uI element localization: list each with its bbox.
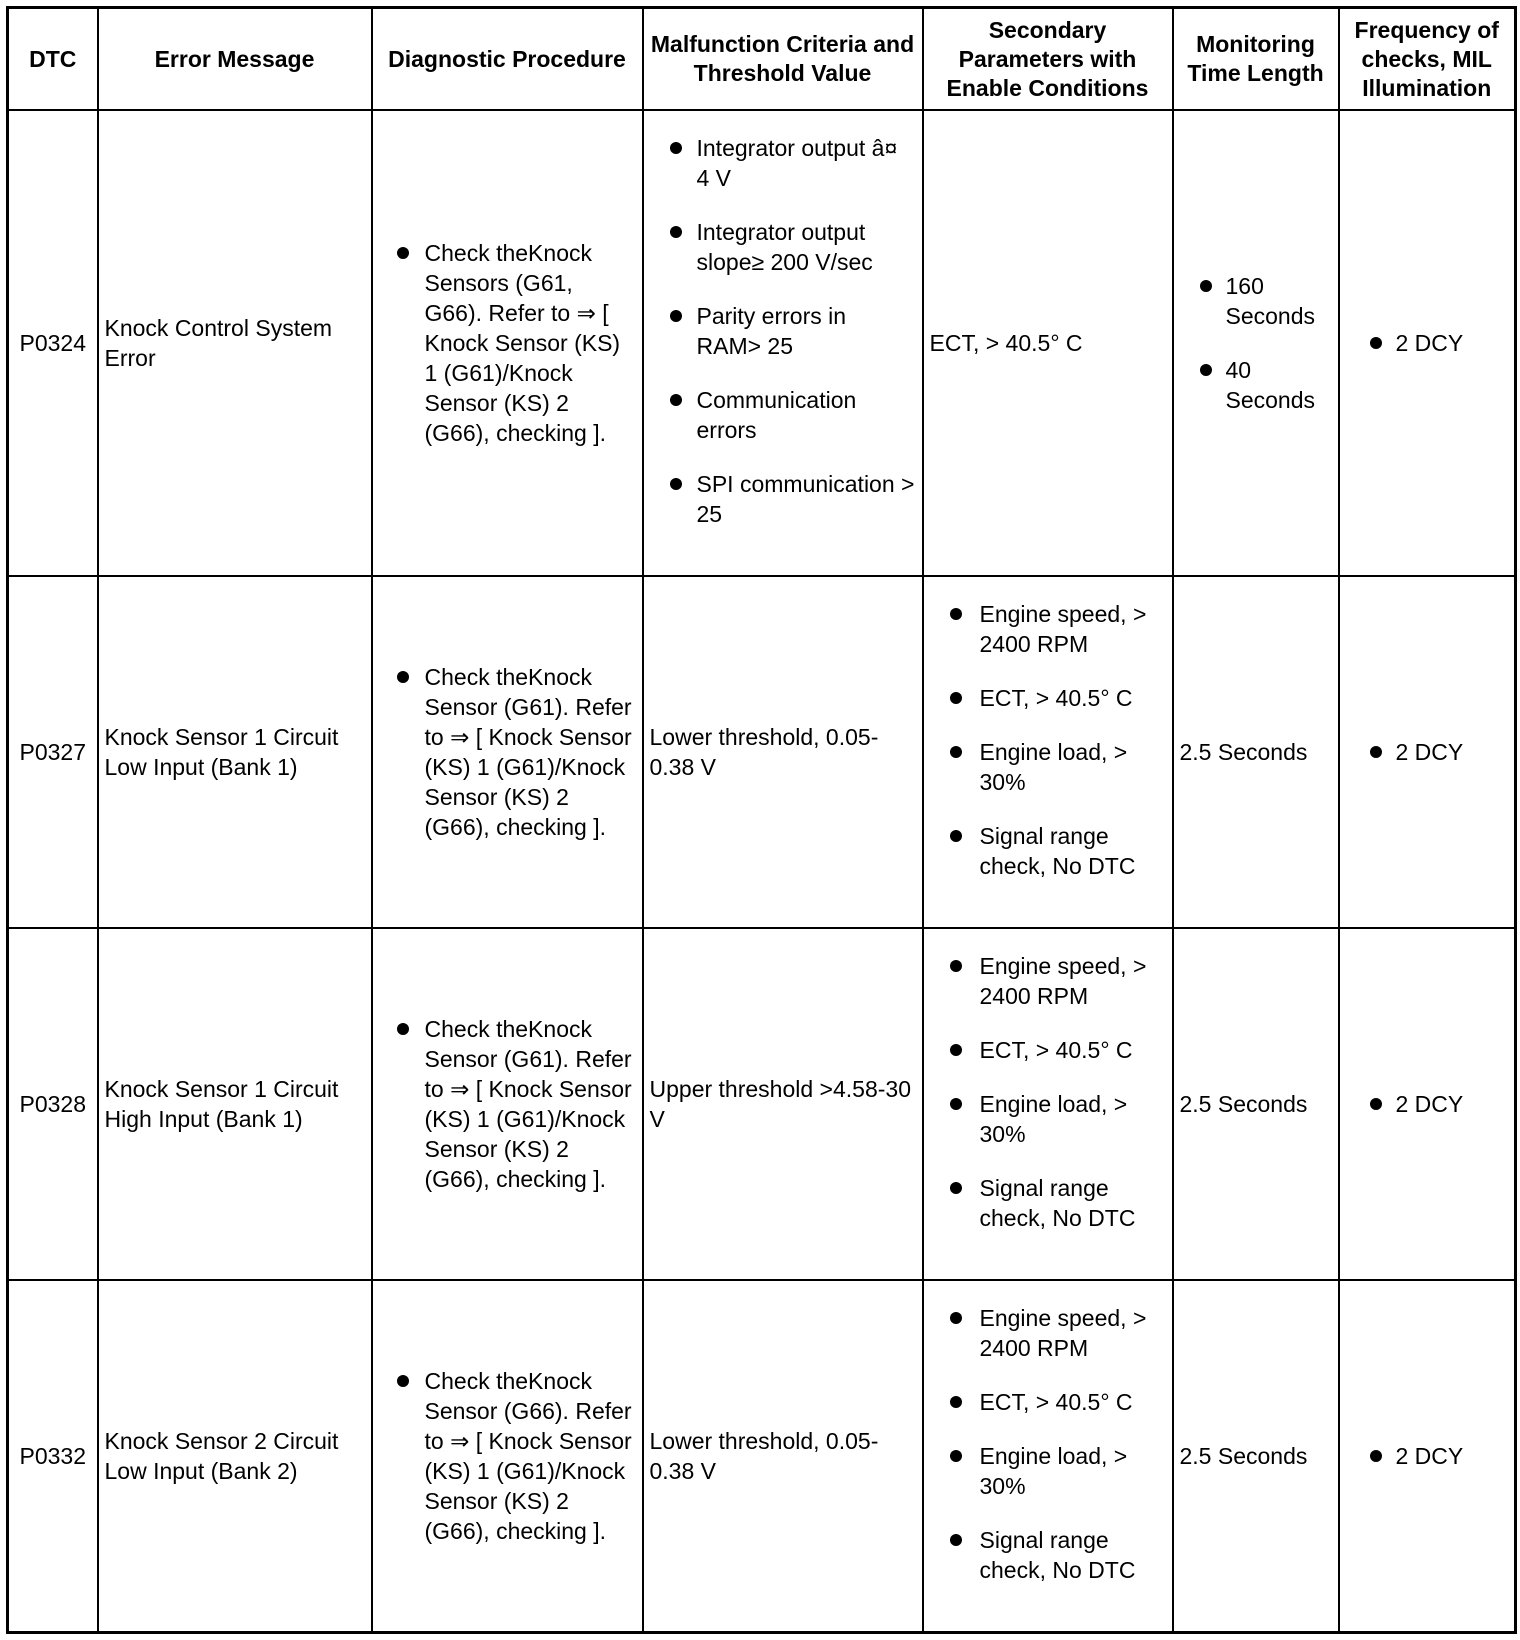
cell-diagnostic-procedure xyxy=(372,928,643,1280)
cell-error-message xyxy=(98,1280,372,1632)
cell-error-message-text: Knock Sensor 1 Circuit Low Input (Bank 1) xyxy=(104,724,339,781)
cell-error-message xyxy=(98,928,372,1280)
cell-monitoring-time xyxy=(1173,928,1339,1280)
cell-dtc xyxy=(8,1280,98,1632)
bullet-list xyxy=(379,238,636,448)
cell-monitoring-time xyxy=(1173,1280,1339,1632)
bullet-list xyxy=(930,1303,1166,1585)
bullet-item: 40 Seconds xyxy=(1180,355,1332,415)
bullet-list xyxy=(650,133,916,529)
bullet-item: 2 DCY xyxy=(1346,1089,1509,1119)
bullet-item: ECT, > 40.5° C xyxy=(930,1035,1166,1065)
cell-malfunction-criteria xyxy=(643,110,923,576)
cell-monitoring-time-text: 2.5 Seconds xyxy=(1179,1443,1308,1470)
table-row xyxy=(8,576,1516,928)
bullet-item: ECT, > 40.5° C xyxy=(930,683,1166,713)
bullet-item: Signal range check, No DTC xyxy=(930,821,1166,881)
bullet-item: Signal range check, No DTC xyxy=(930,1525,1166,1585)
bullet-item: 2 DCY xyxy=(1346,737,1509,767)
header-diagnostic-procedure: Diagnostic Procedure xyxy=(372,8,643,111)
bullet-list xyxy=(1180,271,1332,415)
cell-error-message xyxy=(98,576,372,928)
cell-malfunction-criteria xyxy=(643,928,923,1280)
bullet-list xyxy=(930,599,1166,881)
bullet-item: Engine speed, > 2400 RPM xyxy=(930,951,1166,1011)
cell-dtc xyxy=(8,928,98,1280)
bullet-list xyxy=(379,1014,636,1194)
cell-diagnostic-procedure xyxy=(372,1280,643,1632)
bullet-item: Integrator output slope≥ 200 V/sec xyxy=(650,217,916,277)
cell-error-message xyxy=(98,110,372,576)
cell-secondary-parameters xyxy=(923,1280,1173,1632)
cell-dtc-text: P0327 xyxy=(19,739,86,766)
bullet-item: Engine speed, > 2400 RPM xyxy=(930,599,1166,659)
cell-dtc xyxy=(8,576,98,928)
bullet-item: Engine load, > 30% xyxy=(930,1089,1166,1149)
bullet-list xyxy=(930,951,1166,1233)
cell-secondary-parameters xyxy=(923,110,1173,576)
cell-monitoring-time xyxy=(1173,576,1339,928)
bullet-item: Communication errors xyxy=(650,385,916,445)
cell-malfunction-criteria xyxy=(643,576,923,928)
cell-diagnostic-procedure xyxy=(372,576,643,928)
bullet-list xyxy=(1346,737,1509,767)
cell-frequency xyxy=(1339,110,1516,576)
cell-secondary-parameters xyxy=(923,928,1173,1280)
bullet-item: Engine speed, > 2400 RPM xyxy=(930,1303,1166,1363)
header-error-message: Error Message xyxy=(98,8,372,111)
cell-dtc-text: P0324 xyxy=(19,330,86,357)
cell-diagnostic-procedure xyxy=(372,110,643,576)
bullet-item: Check theKnock Sensor (G66). Refer to ⇒ [ Knock Sensor (KS) 1 (G61)/Knock Sensor (KS) 2 (G66), checking ]. xyxy=(379,1366,636,1546)
cell-dtc xyxy=(8,110,98,576)
table-body xyxy=(8,110,1516,1633)
bullet-list xyxy=(1346,1089,1509,1119)
bullet-item: Signal range check, No DTC xyxy=(930,1173,1166,1233)
header-dtc: DTC xyxy=(8,8,98,111)
header-secondary-parameters: Secondary Parameters with Enable Conditions xyxy=(923,8,1173,111)
cell-malfunction-criteria xyxy=(643,1280,923,1632)
bullet-item: Parity errors in RAM> 25 xyxy=(650,301,916,361)
table-row xyxy=(8,928,1516,1280)
header-monitoring-time: Monitoring Time Length xyxy=(1173,8,1339,111)
cell-malfunction-criteria-text: Lower threshold, 0.05-0.38 V xyxy=(649,1428,879,1485)
cell-secondary-parameters xyxy=(923,576,1173,928)
bullet-item: Integrator output â¤ 4 V xyxy=(650,133,916,193)
bullet-list xyxy=(379,1366,636,1546)
header-row xyxy=(8,8,1516,111)
bullet-list xyxy=(1346,328,1509,358)
table-row xyxy=(8,110,1516,576)
cell-malfunction-criteria-text: Lower threshold, 0.05-0.38 V xyxy=(649,724,879,781)
cell-error-message-text: Knock Sensor 2 Circuit Low Input (Bank 2) xyxy=(104,1428,339,1485)
bullet-item: Check theKnock Sensor (G61). Refer to ⇒ [ Knock Sensor (KS) 1 (G61)/Knock Sensor (KS) 2 (G66), checking ]. xyxy=(379,662,636,842)
cell-frequency xyxy=(1339,576,1516,928)
bullet-item: 160 Seconds xyxy=(1180,271,1332,331)
bullet-item: 2 DCY xyxy=(1346,1441,1509,1471)
bullet-item: 2 DCY xyxy=(1346,328,1509,358)
bullet-list xyxy=(379,662,636,842)
header-malfunction-criteria: Malfunction Criteria and Threshold Value xyxy=(643,8,923,111)
cell-malfunction-criteria-text: Upper threshold >4.58-30 V xyxy=(649,1076,911,1133)
bullet-item: SPI communication > 25 xyxy=(650,469,916,529)
bullet-item: Check theKnock Sensor (G61). Refer to ⇒ [ Knock Sensor (KS) 1 (G61)/Knock Sensor (KS) 2 (G66), checking ]. xyxy=(379,1014,636,1194)
bullet-item: Check theKnock Sensors (G61, G66). Refer to ⇒ [ Knock Sensor (KS) 1 (G61)/Knock Sensor (KS) 2 (G66), checking ]. xyxy=(379,238,636,448)
dtc-table xyxy=(6,6,1517,1634)
bullet-list xyxy=(1346,1441,1509,1471)
bullet-item: ECT, > 40.5° C xyxy=(930,1387,1166,1417)
cell-secondary-parameters-text: ECT, > 40.5° C xyxy=(929,330,1083,357)
header-frequency: Frequency of checks, MIL Illumination xyxy=(1339,8,1516,111)
cell-monitoring-time-text: 2.5 Seconds xyxy=(1179,739,1308,766)
table-row xyxy=(8,1280,1516,1632)
cell-error-message-text: Knock Control System Error xyxy=(104,315,333,372)
bullet-item: Engine load, > 30% xyxy=(930,737,1166,797)
cell-dtc-text: P0332 xyxy=(19,1443,86,1470)
cell-frequency xyxy=(1339,928,1516,1280)
cell-error-message-text: Knock Sensor 1 Circuit High Input (Bank 1) xyxy=(104,1076,339,1133)
cell-dtc-text: P0328 xyxy=(19,1091,86,1118)
bullet-item: Engine load, > 30% xyxy=(930,1441,1166,1501)
cell-monitoring-time xyxy=(1173,110,1339,576)
cell-monitoring-time-text: 2.5 Seconds xyxy=(1179,1091,1308,1118)
cell-frequency xyxy=(1339,1280,1516,1632)
